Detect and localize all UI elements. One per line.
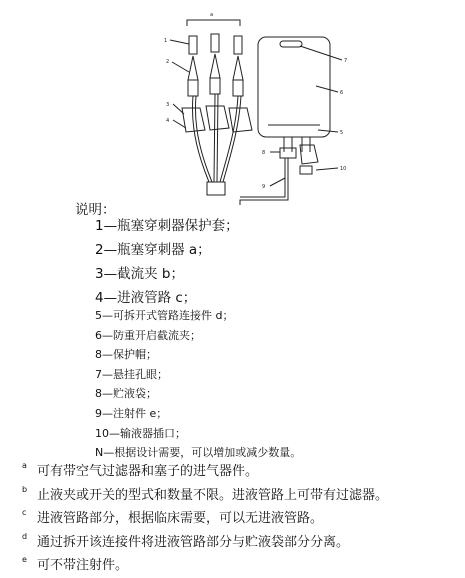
spike-cap-1 xyxy=(189,36,197,54)
footnote-text: 可不带注射件。 xyxy=(37,558,129,573)
callout-label: 2 xyxy=(166,59,170,65)
legend-item: N—根据设计需要，可以增加或减少数量。 xyxy=(95,446,302,460)
legend-main xyxy=(95,214,239,310)
spike-3 xyxy=(233,56,243,80)
flow-clamp-3 xyxy=(229,108,252,132)
legend-item: 5—可拆开式管路连接件 d； xyxy=(95,309,234,322)
callout-label: 1 xyxy=(164,38,168,44)
legend-item: 7—悬挂孔眼； xyxy=(95,367,168,381)
footnote-mark: b xyxy=(22,484,28,494)
footnote-mark: c xyxy=(22,508,27,517)
callout-label: 6 xyxy=(340,90,344,96)
diagram-svg xyxy=(0,0,465,215)
footnote xyxy=(22,531,388,555)
callout-label: 10 xyxy=(340,166,347,172)
detachable-connector xyxy=(280,148,296,158)
footnote-text: 通过拆开该连接件将进液管路部分与贮液袋部分分离。 xyxy=(37,534,350,550)
callout-label: 7 xyxy=(344,58,348,64)
callout-label: 3 xyxy=(166,102,170,108)
callout-label: a xyxy=(210,12,214,18)
hanging-eyelet xyxy=(280,41,302,47)
spike-cap-3 xyxy=(234,36,242,54)
footnote-mark: d xyxy=(22,531,28,541)
footnotes xyxy=(22,460,388,578)
legend-title: 说明： xyxy=(75,202,116,218)
legend-item: 8—保护帽； xyxy=(95,348,157,362)
spike-cap-2 xyxy=(211,34,219,52)
legend-item: 9—注射件 e； xyxy=(95,406,168,420)
legend-minor xyxy=(95,306,301,463)
legend-item: 3—截流夹 b； xyxy=(95,266,184,282)
footnote-text: 进液管路部分，根据临床需要，可以无进液管路。 xyxy=(37,511,324,526)
legend-item: 1—瓶塞穿刺器保护套； xyxy=(95,218,239,234)
footnote-mark: e xyxy=(22,555,27,564)
callout-label: 4 xyxy=(166,118,170,124)
footnote xyxy=(22,507,388,531)
legend-item: 4—进液管路 c； xyxy=(95,290,197,306)
footnote-mark: a xyxy=(22,461,27,470)
footnote xyxy=(22,460,388,484)
footnote-text: 可有带空气过滤器和塞子的进气器件。 xyxy=(37,464,259,479)
tube-joint xyxy=(207,182,225,195)
spike-2 xyxy=(210,54,220,78)
legend-item: 2—瓶塞穿刺器 a； xyxy=(95,242,211,258)
legend-item: 10—输液器插口； xyxy=(95,426,186,440)
legend-item: 6—防重开启截流夹； xyxy=(95,328,201,342)
anti-reopen-clamp xyxy=(300,145,318,164)
spike-1 xyxy=(188,56,198,80)
legend-item: 8—贮液袋； xyxy=(95,387,157,401)
footnote xyxy=(22,484,388,508)
callout-label: 9 xyxy=(262,184,266,190)
callout-label: 5 xyxy=(340,130,344,136)
callout-label: 8 xyxy=(262,150,266,156)
footnote xyxy=(22,554,388,578)
device-diagram xyxy=(0,0,465,215)
footnote-text: 止液夹或开关的型式和数量不限。进液管路上可带有过滤器。 xyxy=(37,487,389,503)
injection-port xyxy=(300,166,312,174)
